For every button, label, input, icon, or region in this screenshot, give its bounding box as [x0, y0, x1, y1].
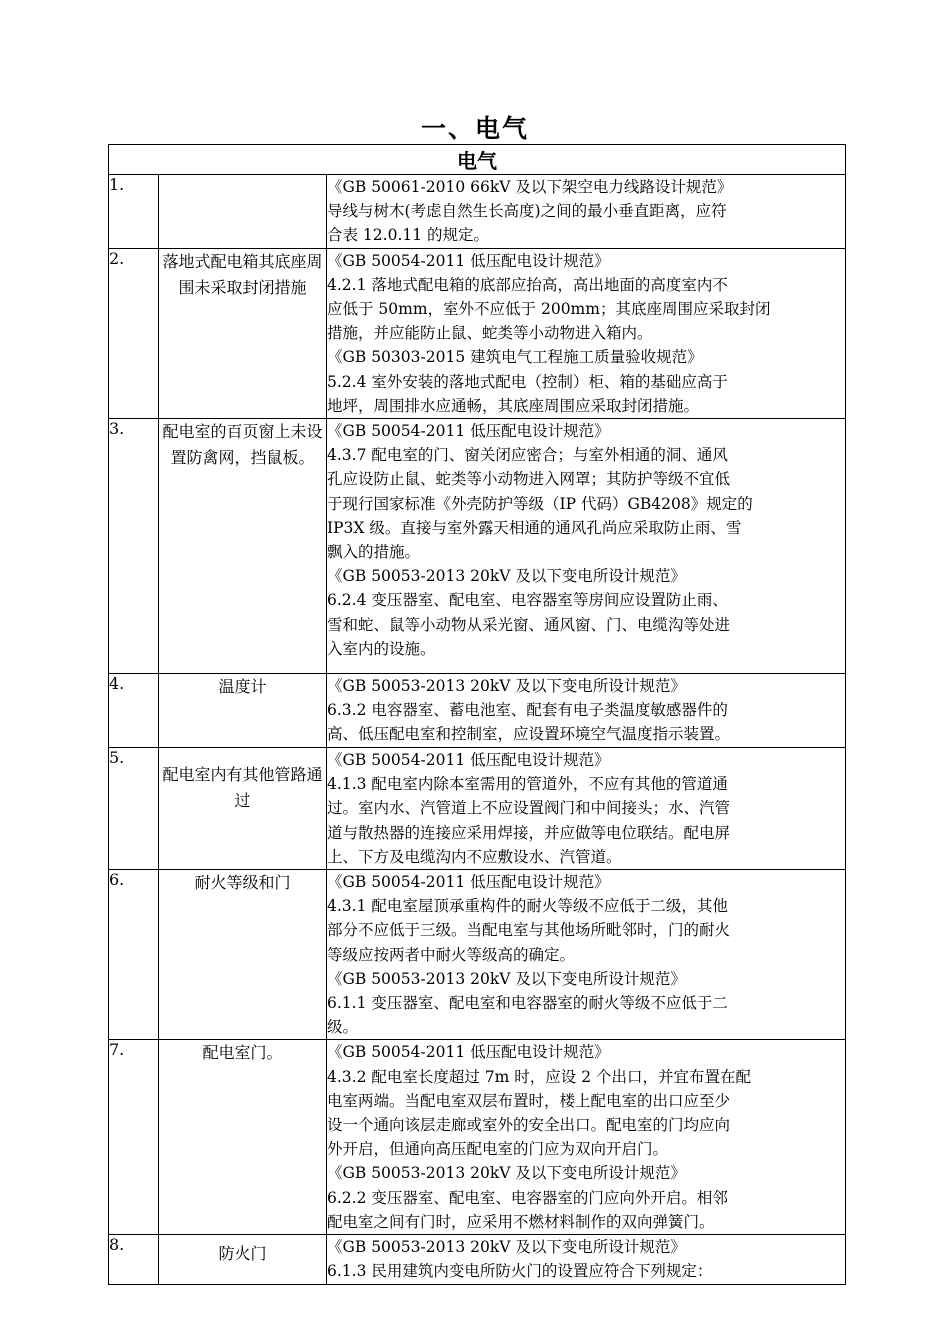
standard-line: 《GB 50061-2010 66kV 及以下架空电力线路设计规范》: [327, 178, 733, 196]
row-issue: 配电室内有其他管路通过: [159, 748, 327, 870]
standard-line: 设一个通向该层走廊或室外的安全出口。配电室的门均应向: [327, 1116, 731, 1135]
table-row: [109, 674, 846, 748]
standard-line: 飘入的措施。: [327, 543, 421, 562]
table-header-row: [109, 145, 846, 175]
standard-line: 《GB 50303-2015 建筑电气工程施工质量验收规范》: [327, 348, 703, 367]
row-number: 2.: [109, 248, 159, 418]
standard-line: 4.1.3 配电室内除本室需用的管道外，不应有其他的管道通: [327, 775, 728, 794]
standard-line: IP3X 级。直接与室外露天相通的通风孔尚应采取防止雨、雪: [327, 518, 742, 537]
standard-line: 《GB 50053-2013 20kV 及以下变电所设计规范》: [327, 969, 686, 988]
standard-line: 《GB 50053-2013 20kV 及以下变电所设计规范》: [327, 1164, 686, 1183]
standard-line: 等级应按两者中耐火等级高的确定。: [327, 945, 576, 964]
row-standard: [327, 419, 846, 674]
row-issue: 落地式配电箱其底座周围未采取封闭措施: [159, 248, 327, 418]
standard-line: 上、下方及电缆沟内不应敷设水、汽管道。: [327, 847, 622, 866]
row-standard: [327, 1040, 846, 1235]
table-row: [109, 748, 846, 870]
standard-line: 《GB 50054-2011 低压配电设计规范》: [327, 251, 610, 270]
standard-line: 合表 12.0.11 的规定。: [327, 226, 490, 245]
standard-line: 措施，并应能防止鼠、蛇类等小动物进入箱内。: [327, 324, 653, 343]
standard-line: 《GB 50054-2011 低压配电设计规范》: [327, 422, 610, 441]
row-standard: [327, 674, 846, 748]
row-standard: [327, 175, 846, 249]
table-row: [109, 175, 846, 249]
standard-line: 《GB 50053-2013 20kV 及以下变电所设计规范》: [327, 677, 686, 696]
standard-line: 4.3.1 配电室屋顶承重构件的耐火等级不应低于二级，其他: [327, 897, 728, 916]
table-row: [109, 1040, 846, 1235]
row-number: 4.: [109, 674, 159, 748]
electrical-standards-table: [108, 144, 846, 1285]
standard-line: 《GB 50054-2011 低压配电设计规范》: [327, 1043, 610, 1062]
row-issue: 配电室的百页窗上未设置防禽网，挡鼠板。: [159, 419, 327, 674]
standard-line: 《GB 50053-2013 20kV 及以下变电所设计规范》: [327, 1238, 686, 1257]
row-number: 1.: [109, 175, 159, 249]
table-header: 电气: [109, 145, 846, 175]
table-row: [109, 419, 846, 674]
row-standard: [327, 748, 846, 870]
row-number: 5.: [109, 748, 159, 870]
standard-line: 雪和蛇、鼠等小动物从采光窗、通风窗、门、电缆沟等处进: [327, 615, 731, 634]
standard-line: 地坪，周围排水应通畅，其底座周围应采取封闭措施。: [327, 396, 700, 415]
standard-line: 6.2.2 变压器室、配电室、电容器室的门应向外开启。相邻: [327, 1188, 728, 1207]
standard-line: 《GB 50054-2011 低压配电设计规范》: [327, 751, 610, 770]
standard-line: 导线与树木(考虑自然生长高度)之间的最小垂直距离，应符: [327, 202, 727, 221]
row-issue: 配电室门。: [159, 1040, 327, 1235]
standard-line: 入室内的设施。: [327, 639, 436, 658]
standard-line: 6.3.2 电容器室、蓄电池室、配套有电子类温度敏感器件的: [327, 701, 728, 720]
standard-line: 孔应设防止鼠、蛇类等小动物进入网罩；其防护等级不宜低: [327, 470, 731, 489]
row-issue: 温度计: [159, 674, 327, 748]
row-number: 3.: [109, 419, 159, 674]
standard-line: 电室两端。当配电室双层布置时，楼上配电室的出口应至少: [327, 1091, 731, 1110]
standard-line: 于现行国家标准《外壳防护等级（IP 代码）GB4208》规定的: [327, 494, 753, 513]
row-number: 7.: [109, 1040, 159, 1235]
row-number: 6.: [109, 870, 159, 1040]
standard-line: 《GB 50053-2013 20kV 及以下变电所设计规范》: [327, 567, 686, 586]
row-issue: 耐火等级和门: [159, 870, 327, 1040]
standard-line: 部分不应低于三级。当配电室与其他场所毗邻时，门的耐火: [327, 921, 731, 940]
standard-line: 外开启，但通向高压配电室的门应为双向开启门。: [327, 1140, 669, 1159]
document-title: 一、电气: [420, 114, 529, 143]
standard-line: 5.2.4 室外安装的落地式配电（控制）柜、箱的基础应高于: [327, 372, 728, 391]
standard-line: 应低于 50mm，室外不应低于 200mm；其底座周围应采取封闭: [327, 300, 771, 319]
row-issue: [159, 175, 327, 249]
standard-line: 4.2.1 落地式配电箱的底部应抬高，高出地面的高度室内不: [327, 275, 728, 294]
row-number: 8.: [109, 1235, 159, 1284]
standard-line: 级。: [327, 1018, 359, 1037]
standard-line: 过。室内水、汽管道上不应设置阀门和中间接头；水、汽管: [327, 799, 731, 818]
standard-line: 6.1.3 民用建筑内变电所防火门的设置应符合下列规定：: [327, 1262, 713, 1281]
standard-line: 高、低压配电室和控制室，应设置环境空气温度指示装置。: [327, 725, 731, 744]
standard-line: 配电室之间有门时，应采用不燃材料制作的双向弹簧门。: [327, 1212, 715, 1231]
standard-line: 道与散热器的连接应采用焊接，并应做等电位联结。配电屏: [327, 823, 731, 842]
standard-line: 4.3.2 配电室长度超过 7m 时，应设 2 个出口，并宜布置在配: [327, 1067, 751, 1086]
table-row: [109, 1235, 846, 1284]
standard-line: 4.3.7 配电室的门、窗关闭应密合；与室外相通的洞、通风: [327, 446, 728, 465]
row-issue: 防火门: [159, 1235, 327, 1284]
row-standard: [327, 248, 846, 418]
table-row: [109, 248, 846, 418]
table-row: [109, 870, 846, 1040]
standard-line: 《GB 50054-2011 低压配电设计规范》: [327, 873, 610, 892]
standard-line: 6.1.1 变压器室、配电室和电容器室的耐火等级不应低于二: [327, 994, 728, 1013]
row-standard: [327, 870, 846, 1040]
standard-line: 6.2.4 变压器室、配电室、电容器室等房间应设置防止雨、: [327, 591, 728, 610]
row-standard: [327, 1235, 846, 1284]
